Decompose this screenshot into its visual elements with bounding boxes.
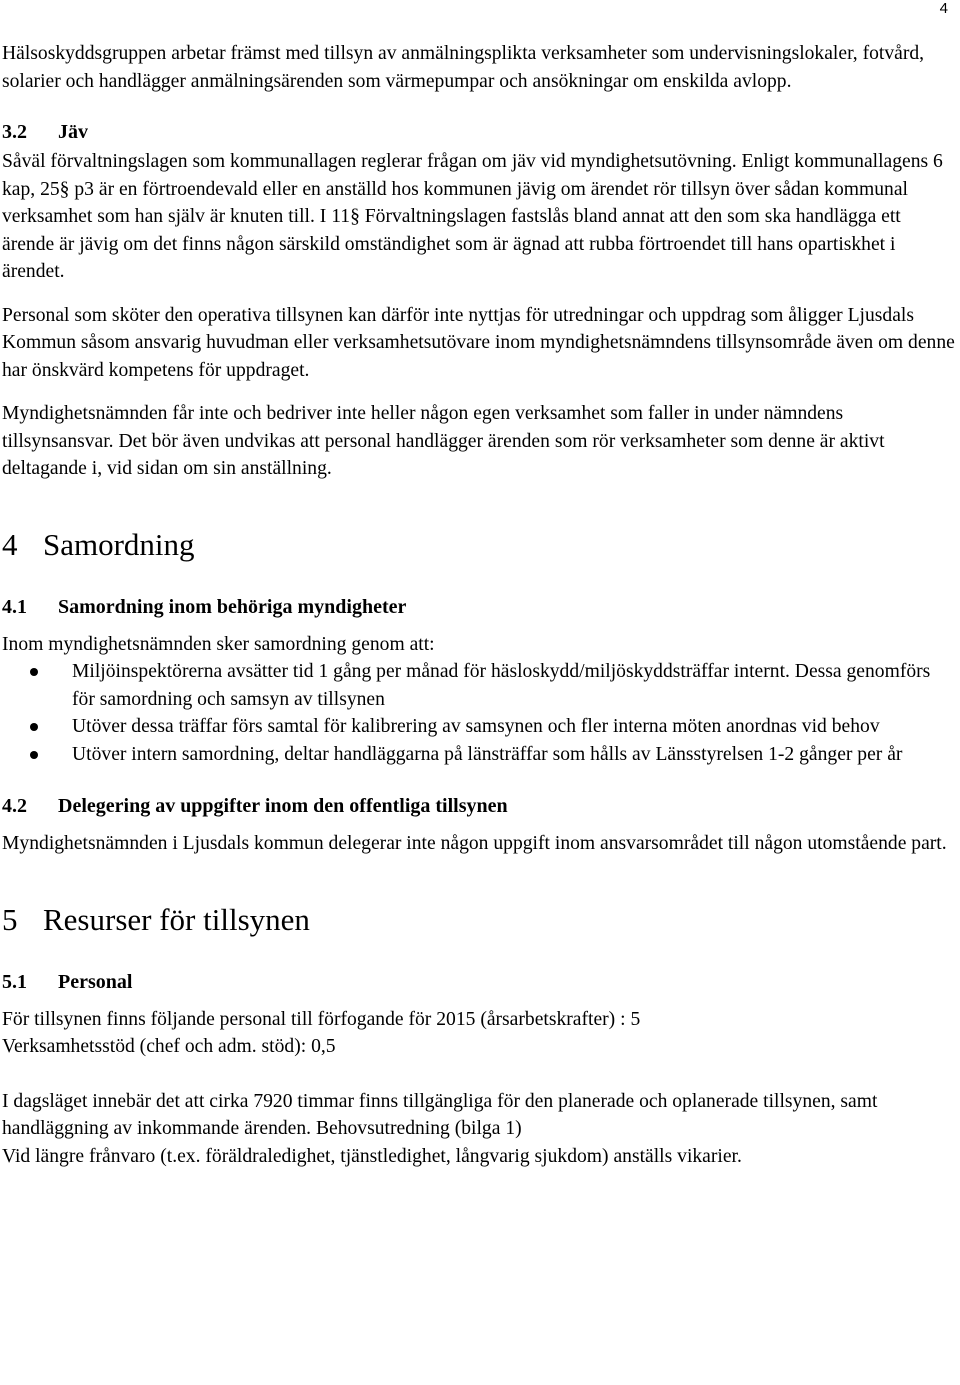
personal-line-1: För tillsynen finns följande personal till förfogande för 2015 (årsarbetskrafter) : 5 <box>2 1008 641 1030</box>
page-number: 4 <box>939 0 948 17</box>
heading-4-2-title: Delegering av uppgifter inom den offentliga tillsynen <box>58 795 508 817</box>
heading-5-1-number: 5.1 <box>2 970 27 993</box>
heading-5-1-title: Personal <box>58 970 133 993</box>
document-body <box>2 40 957 1170</box>
heading-4 <box>2 525 957 565</box>
bullet-icon <box>30 723 38 731</box>
personal-line-4: Vid längre frånvaro (t.ex. föräldraledighet, tjänstledighet, långvarig sjukdom) anställs vikarier. <box>2 1145 742 1167</box>
heading-3-2 <box>2 118 957 146</box>
heading-4-title: Samordning <box>43 526 195 562</box>
heading-4-1 <box>2 593 957 621</box>
heading-4-2-number: 4.2 <box>2 795 27 817</box>
heading-4-number: 4 <box>2 526 18 562</box>
samordning-intro: Inom myndighetsnämnden sker samordning genom att: <box>2 633 435 655</box>
bullet-icon <box>30 668 38 676</box>
heading-3-2-title: Jäv <box>58 121 88 143</box>
delegering-paragraph: Myndighetsnämnden i Ljusdals kommun delegerar inte någon uppgift inom ansvarsområdet till någon utomstående part. <box>2 833 947 854</box>
list-item-text: Utöver intern samordning, deltar handläggarna på länsträffar som hålls av Länsstyrelsen 1-2 gånger per år <box>72 743 903 765</box>
jav-paragraph-3: Myndighetsnämnden får inte och bedriver inte heller någon egen verksamhet som faller in under nämndens tillsynsansvar. Det bör även undvikas att personal handlägger ärenden som rör verksamheter som denne är aktivt deltagande i, vid sidan om sin anställning. <box>2 403 885 479</box>
heading-3-2-number: 3.2 <box>2 121 27 143</box>
heading-5-1 <box>2 968 957 996</box>
list-item-text: Utöver dessa träffar förs samtal för kalibrering av samsynen och fler interna möten anordnas vid behov <box>72 716 880 737</box>
list-item <box>2 713 957 741</box>
intro-paragraph: Hälsoskyddsgruppen arbetar främst med tillsyn av anmälningspliktа verksamheter som undervisningslokaler, fotvård, solarier och handlägger anmälningsärenden som värmepumpar och ansökningar om enskilda avlopp. <box>2 43 925 92</box>
personal-line-2: Verksamhetsstöd (chef och adm. stöd): 0,5 <box>2 1036 336 1057</box>
heading-4-1-number: 4.1 <box>2 595 27 618</box>
heading-5 <box>2 900 957 940</box>
list-item <box>2 658 957 713</box>
heading-5-number: 5 <box>2 901 18 937</box>
jav-paragraph-2: Personal som sköter den operativa tillsynen kan därför inte nyttjas för utredningar och uppdrag som åligger Ljusdals Kommun såsom ansvarig huvudman eller verksamhetsutövare inom myndighetsnämndens tillsynsområde även om denne har önskvärd kompetens för uppdraget. <box>2 304 955 381</box>
heading-4-2 <box>2 792 957 820</box>
jav-paragraph-1: Såväl förvaltningslagen som kommunallagen reglerar frågan om jäv vid myndighetsutövning. Enligt kommunallagens 6 kap, 25§ p3 är en förtroendevald eller en anställd hos kommunen jävig om ärendet rör tillsyn över sådan kommunal verksamhet som han själv är knuten till. I 11§ Förvaltningslagen fastslås bland annat att den som ska handlägga ett ärende är jävig om det finns någon särskild omständighet som är ägnad att rubba förtroendet till hans opartiskhet i ärendet. <box>2 151 943 282</box>
list-item-text: Miljöinspektörerna avsätter tid 1 gång per månad för häsloskydd/miljöskyddsträffar internt. Dessa genomförs för samordning och samsyn av tillsynen <box>72 661 931 710</box>
personal-line-3: I dagsläget innebär det att cirka 7920 timmar finns tillgängliga för den planerade och oplanerade tillsynen, samt handläggning av inkommande ärenden. Behovsutredning (bilga 1) <box>2 1090 878 1139</box>
heading-4-1-title: Samordning inom behöriga myndigheter <box>58 595 407 618</box>
heading-5-title: Resurser för tillsynen <box>43 901 310 937</box>
list-item <box>2 741 957 769</box>
samordning-list <box>2 658 957 768</box>
bullet-icon <box>30 751 38 759</box>
